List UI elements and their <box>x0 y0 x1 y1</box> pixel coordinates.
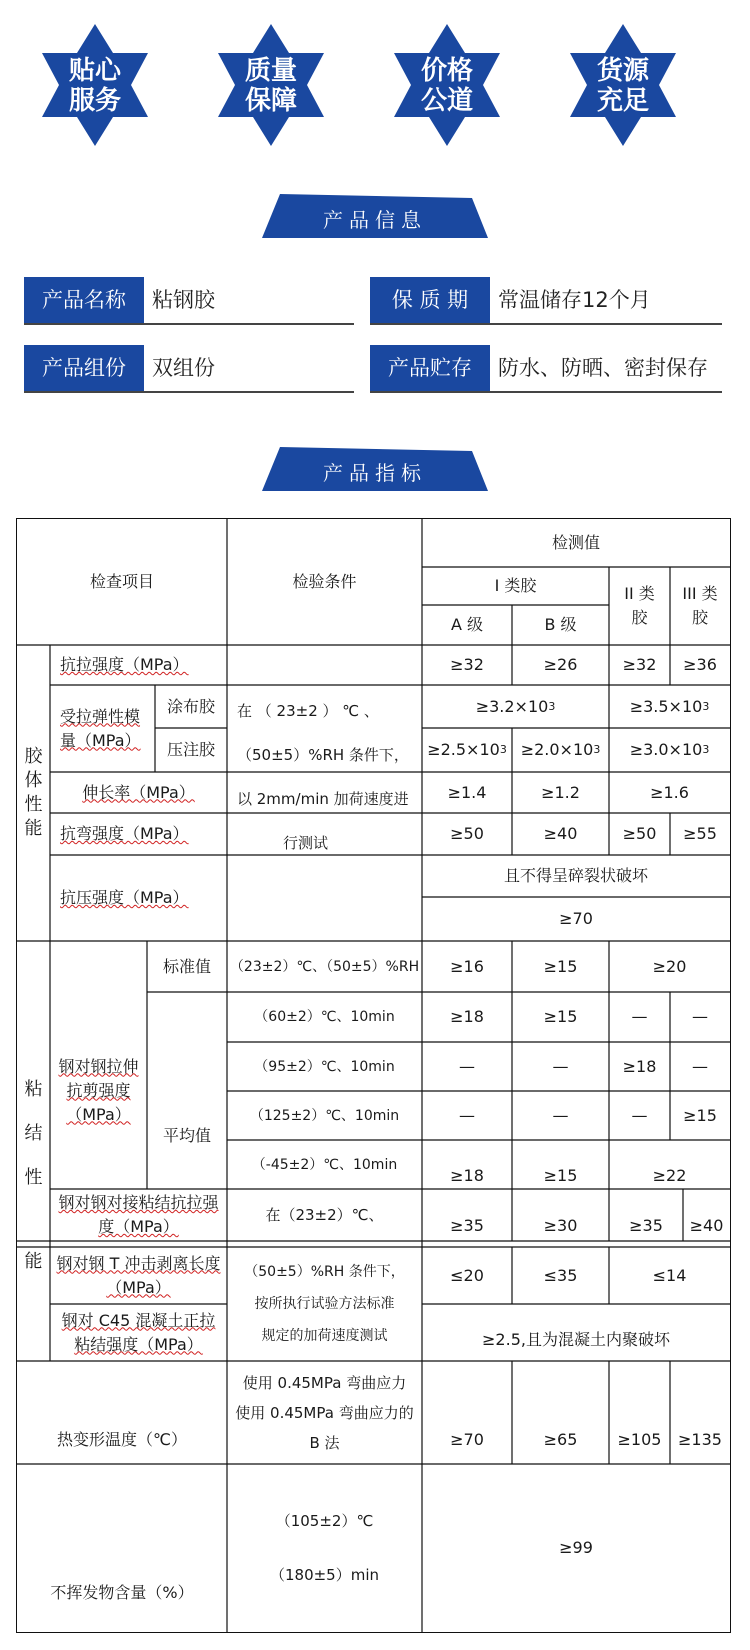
badge-line1: 贴心 <box>68 56 121 86</box>
group-char: 胶 <box>24 746 43 767</box>
section-title: 产品信息 <box>323 208 427 232</box>
cond-std: （23±2）℃、（50±5）%RH <box>229 958 420 975</box>
badge-line1: 价格 <box>420 56 473 86</box>
row-avg-label: 平均值 <box>162 1125 211 1145</box>
row-coat-label: 涂布胶 <box>166 696 215 716</box>
divider <box>24 391 354 393</box>
cell-value: ≥18 <box>622 1056 657 1076</box>
cell-value: ≥36 <box>683 655 717 674</box>
cell-value: ≥3.0×10 3 <box>629 740 710 759</box>
cell-value: — <box>692 1056 708 1076</box>
cell-value: — <box>552 1056 569 1076</box>
cond-125: （125±2）℃、10min <box>249 1107 400 1124</box>
header-condition: 检验条件 <box>292 572 357 591</box>
cell-value: — <box>459 1105 475 1125</box>
cell-value: ≤20 <box>450 1265 484 1285</box>
badge-line2: 充足 <box>596 86 649 116</box>
header-class2: II 类胶 <box>624 584 655 627</box>
row-elong-label: 伸长率（MPa） <box>82 782 195 802</box>
cell-value: ≥1.2 <box>541 782 580 802</box>
row-shear-label: 钢对钢拉伸抗剪强度（MPa） <box>58 1056 139 1124</box>
section-banner-spec <box>262 443 488 499</box>
cell-value: — <box>631 1105 648 1125</box>
cell-value: ≥35 <box>450 1216 484 1235</box>
cell-value: ≥2.0×10 3 <box>520 740 601 759</box>
group-label-body <box>17 645 50 941</box>
row-std-label: 标准值 <box>162 956 211 976</box>
badge-supply <box>558 20 688 150</box>
cell-value: ≥70 <box>450 1429 484 1449</box>
info-row-components <box>24 345 354 393</box>
row-bend-label: 抗弯强度（MPa） <box>60 824 189 843</box>
cond-butt: 在（23±2）℃、 <box>265 1206 384 1224</box>
group-char: 能 <box>24 818 43 839</box>
cell-value: ≥15 <box>543 1165 578 1185</box>
cell-value: ≥35 <box>629 1216 663 1235</box>
cell-value: ≥99 <box>559 1538 593 1557</box>
badge-line1: 货源 <box>596 56 649 86</box>
cell-note: 且不得呈碎裂状破坏 <box>503 866 648 885</box>
header-class3: III 类胶 <box>682 584 718 627</box>
cell-value: ≥30 <box>543 1216 578 1235</box>
info-value: 双组份 <box>152 356 215 380</box>
cond-nonvol: （105±2）℃ （180±5）min <box>269 1512 380 1584</box>
cell-value: — <box>459 1056 475 1076</box>
header-class1: I 类胶 <box>494 576 537 595</box>
cell-value: ≥32 <box>622 655 657 674</box>
cond-95: （95±2）℃、10min <box>254 1058 395 1075</box>
cell-value: ≥70 <box>559 909 593 928</box>
row-nonvol-label: 不挥发物含量（%） <box>50 1583 194 1602</box>
info-row-shelf <box>370 277 722 325</box>
badge-quality <box>206 20 336 150</box>
cell-value: ≥65 <box>543 1429 578 1449</box>
group-char: 粘 <box>24 1079 43 1100</box>
section-banner-info <box>262 190 488 246</box>
cell-value: ≥3.2×10 3 <box>475 696 556 716</box>
cell-value: ≤35 <box>543 1265 578 1285</box>
group-label-bond <box>17 1059 50 1209</box>
cell-value: ≥15 <box>543 956 578 976</box>
cell-value: ≥55 <box>683 824 717 843</box>
divider <box>370 323 722 325</box>
cell-value: ≥3.5×10 3 <box>629 696 710 716</box>
badge-line2: 公道 <box>420 86 473 116</box>
badge-service <box>30 20 160 150</box>
row-tensile-label: 抗拉强度（MPa） <box>60 655 189 674</box>
cond-heat: 使用 0.45MPa 弯曲应力 使用 0.45MPa 弯曲应力的 B 法 <box>235 1374 414 1452</box>
cell-value: ≥18 <box>450 1007 484 1026</box>
cell-value: ≥20 <box>652 956 687 976</box>
row-modulus-label: 受拉弹性模量（MPa） <box>60 706 141 750</box>
info-label: 产品贮存 <box>370 345 490 391</box>
cell-value: ≥50 <box>622 824 657 843</box>
cell-value: ≥40 <box>689 1216 724 1235</box>
cond-m45: （-45±2）℃、10min <box>251 1156 398 1173</box>
row-butt-label: 钢对钢对接粘结抗拉强度（MPa） <box>58 1193 219 1236</box>
cell-value: ≥22 <box>652 1165 687 1185</box>
info-value: 防水、防晒、密封保存 <box>498 356 708 380</box>
cond-peel: （50±5）%RH 条件下， 按所执行试验方法标准 规定的加荷速度测试 <box>244 1264 405 1344</box>
row-press-label: 压注胶 <box>166 740 215 759</box>
info-value: 粘钢胶 <box>152 288 215 312</box>
badge-line1: 质量 <box>244 56 297 86</box>
cell-value: ≥40 <box>543 824 578 843</box>
cell-value: ≥15 <box>683 1105 717 1125</box>
row-comp-label: 抗压强度（MPa） <box>60 888 189 907</box>
info-label: 产品名称 <box>24 277 144 323</box>
spec-table <box>16 518 731 1633</box>
cell-value: ≤14 <box>652 1265 687 1285</box>
group-char: 性 <box>24 794 43 815</box>
cell-value: ≥1.6 <box>650 782 689 802</box>
divider <box>370 391 722 393</box>
row-peel-label: 钢对钢 T 冲击剥离长度（MPa） <box>56 1253 221 1297</box>
cell-value: ≥50 <box>450 824 484 843</box>
badge-line2: 保障 <box>244 86 297 116</box>
divider <box>24 323 354 325</box>
header-grade-b: B 级 <box>544 615 577 634</box>
cell-value: ≥18 <box>450 1165 484 1185</box>
cell-value: ≥135 <box>678 1429 722 1449</box>
cell-value: ≥26 <box>543 655 578 674</box>
row-heat-label: 热变形温度（℃） <box>57 1429 187 1449</box>
group-char: 结 <box>24 1123 43 1144</box>
header-item: 检查项目 <box>89 572 154 591</box>
cell-value: ≥16 <box>450 956 484 976</box>
cell-value: — <box>631 1007 648 1026</box>
info-row-name <box>24 277 354 325</box>
header-grade-a: A 级 <box>450 615 484 634</box>
info-label: 保 质 期 <box>370 277 490 323</box>
cell-value: ≥15 <box>543 1007 578 1026</box>
group-label-bond-tail: 能 <box>24 1251 43 1272</box>
cell-value: ≥2.5,且为混凝土内聚破坏 <box>482 1329 670 1349</box>
cell-value: — <box>692 1007 708 1026</box>
cond-60: （60±2）℃、10min <box>254 1009 395 1025</box>
cell-value: ≥105 <box>617 1429 662 1449</box>
header-value: 检测值 <box>551 533 600 552</box>
cell-value: — <box>552 1105 569 1125</box>
info-row-storage <box>370 345 722 393</box>
cond-body: 在 （ 23±2 ） ℃ 、 （50±5）%RH 条件下， 以 2mm/min 加荷速度进 行测试 <box>237 702 409 852</box>
badge-line2: 服务 <box>68 86 121 116</box>
cell-value: ≥1.4 <box>447 782 487 802</box>
cell-value: ≥2.5×10 3 <box>427 740 507 759</box>
section-title: 产品指标 <box>323 461 427 485</box>
group-char: 体 <box>24 770 43 791</box>
info-label: 产品组份 <box>24 345 144 391</box>
info-value: 常温储存12个月 <box>498 288 651 312</box>
cell-value: ≥32 <box>450 655 484 674</box>
service-badges <box>0 20 750 150</box>
badge-price <box>382 20 512 150</box>
row-c45-label: 钢对 C45 混凝土正拉粘结强度（MPa） <box>61 1310 216 1354</box>
group-char: 性 <box>24 1167 43 1188</box>
